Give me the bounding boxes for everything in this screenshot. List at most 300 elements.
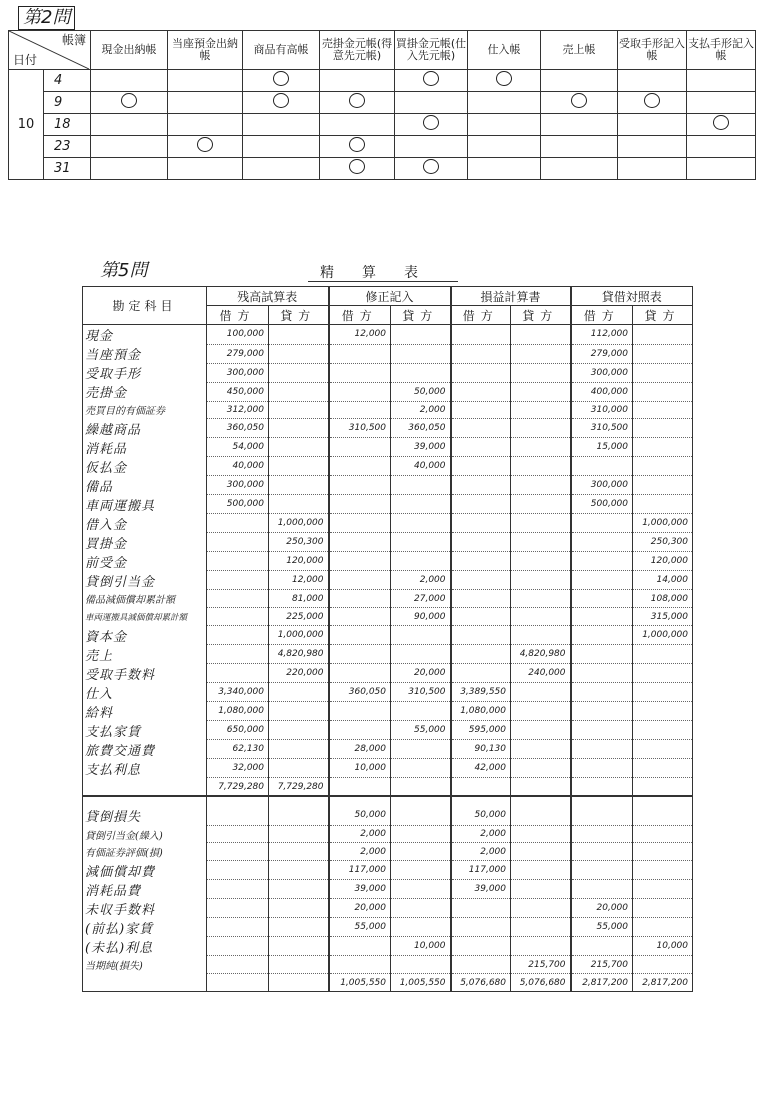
amount-cell: [571, 759, 633, 778]
amount-cell: [571, 645, 633, 664]
amount-cell: [391, 344, 451, 363]
amount-cell: [391, 702, 451, 721]
amount-cell: [269, 702, 329, 721]
account-name: 資本金: [83, 626, 207, 645]
amount-cell: [451, 956, 511, 974]
ledger-row: [9, 114, 756, 136]
account-name: 当期純(損失): [83, 956, 207, 974]
amount-cell: [451, 899, 511, 918]
account-name: 減価償却費: [83, 861, 207, 880]
amount-cell: 450,000: [207, 382, 269, 401]
month-cell: 10: [9, 70, 44, 180]
day-label: 4: [54, 73, 63, 88]
circle-mark-icon: [423, 115, 439, 130]
amount-cell: 4,820,980: [269, 645, 329, 664]
amount-cell: [451, 626, 511, 645]
amount-cell: 2,817,200: [571, 974, 633, 992]
amount-cell: [207, 571, 269, 590]
worksheet-row: [83, 918, 693, 937]
account-header: 勘定科目: [83, 287, 207, 325]
amount-cell: [633, 476, 693, 495]
account-name: 当座預金: [83, 344, 207, 363]
ledger-mark-cell[interactable]: [618, 92, 687, 114]
amount-cell: 12,000: [269, 571, 329, 590]
ledger-mark-cell[interactable]: [91, 114, 168, 136]
amount-cell: [511, 382, 571, 401]
ledger-mark-cell[interactable]: [91, 92, 168, 114]
ledger-mark-cell[interactable]: [687, 114, 756, 136]
amount-cell: 650,000: [207, 721, 269, 740]
amount-cell: [633, 344, 693, 363]
ledger-column-header: 当座預金出納帳: [168, 31, 243, 70]
amount-cell: [391, 626, 451, 645]
amount-cell: [451, 533, 511, 552]
amount-cell: 27,000: [391, 590, 451, 608]
amount-cell: [207, 626, 269, 645]
worksheet-row: [83, 806, 693, 825]
amount-cell: [571, 806, 633, 825]
amount-cell: [391, 806, 451, 825]
amount-cell: [633, 796, 693, 806]
day-label: 18: [54, 117, 71, 132]
amount-cell: [269, 419, 329, 438]
amount-cell: [571, 571, 633, 590]
account-name: 旅費交通費: [83, 740, 207, 759]
worksheet-row: [83, 552, 693, 571]
amount-cell: [391, 899, 451, 918]
amount-cell: [511, 344, 571, 363]
account-name: 未収手数料: [83, 899, 207, 918]
amount-cell: [329, 344, 391, 363]
amount-cell: 55,000: [329, 918, 391, 937]
amount-cell: [511, 419, 571, 438]
amount-cell: [633, 401, 693, 419]
amount-cell: 50,000: [391, 382, 451, 401]
amount-cell: 1,080,000: [207, 702, 269, 721]
amount-cell: [391, 861, 451, 880]
amount-cell: [571, 861, 633, 880]
ledger-column-header: 売上帳: [541, 31, 618, 70]
ledger-mark-cell[interactable]: [618, 114, 687, 136]
amount-cell: [451, 571, 511, 590]
amount-cell: [329, 778, 391, 796]
amount-cell: [269, 796, 329, 806]
amount-cell: [451, 645, 511, 664]
account-name: 支払家賃: [83, 721, 207, 740]
amount-cell: 50,000: [451, 806, 511, 825]
ledger-row: [9, 70, 756, 92]
amount-cell: [451, 608, 511, 626]
ledger-mark-cell[interactable]: [243, 158, 320, 180]
amount-cell: 310,500: [571, 419, 633, 438]
amount-cell: 400,000: [571, 382, 633, 401]
credit-header: 貸方: [633, 306, 693, 325]
ledger-mark-cell[interactable]: [395, 114, 468, 136]
amount-cell: 40,000: [391, 457, 451, 476]
worksheet-row: [83, 382, 693, 401]
amount-cell: 215,700: [571, 956, 633, 974]
amount-cell: [329, 438, 391, 457]
amount-cell: 39,000: [451, 880, 511, 899]
circle-mark-icon: [349, 159, 365, 174]
amount-cell: 50,000: [329, 806, 391, 825]
ledger-mark-cell[interactable]: [91, 136, 168, 158]
amount-cell: [571, 590, 633, 608]
amount-cell: [269, 806, 329, 825]
ledger-mark-cell[interactable]: [243, 70, 320, 92]
ledger-row: [9, 136, 756, 158]
amount-cell: [207, 590, 269, 608]
worksheet-row: [83, 495, 693, 514]
ledger-mark-cell[interactable]: [618, 136, 687, 158]
worksheet-row: [83, 740, 693, 759]
amount-cell: [511, 363, 571, 382]
worksheet-row: [83, 533, 693, 552]
amount-cell: [633, 861, 693, 880]
amount-cell: [571, 843, 633, 861]
amount-cell: [391, 533, 451, 552]
amount-cell: 54,000: [207, 438, 269, 457]
ledger-mark-cell[interactable]: [320, 158, 395, 180]
amount-cell: [329, 401, 391, 419]
ledger-mark-cell[interactable]: [243, 114, 320, 136]
ledger-mark-cell[interactable]: [395, 136, 468, 158]
worksheet-row: [83, 363, 693, 382]
amount-cell: [391, 552, 451, 571]
amount-cell: [207, 974, 269, 992]
amount-cell: [329, 495, 391, 514]
credit-header: 貸方: [511, 306, 571, 325]
amount-cell: [633, 806, 693, 825]
circle-mark-icon: [644, 93, 660, 108]
ledger-mark-cell[interactable]: [168, 158, 243, 180]
ledger-check-table: [8, 30, 756, 180]
circle-mark-icon: [423, 159, 439, 174]
worksheet-row: [83, 571, 693, 590]
amount-cell: [571, 796, 633, 806]
worksheet-row: [83, 825, 693, 843]
amount-cell: [391, 759, 451, 778]
grand-total-row: [83, 974, 693, 992]
worksheet-row: [83, 683, 693, 702]
ledger-mark-cell[interactable]: [243, 136, 320, 158]
ledger-mark-cell[interactable]: [687, 70, 756, 92]
amount-cell: [511, 401, 571, 419]
amount-cell: [511, 438, 571, 457]
amount-cell: [451, 796, 511, 806]
amount-cell: [391, 495, 451, 514]
amount-cell: [451, 664, 511, 683]
amount-cell: 10,000: [329, 759, 391, 778]
amount-cell: [329, 702, 391, 721]
amount-cell: [207, 552, 269, 571]
diagonal-header-cell: [9, 31, 91, 70]
ledger-mark-cell[interactable]: [468, 158, 541, 180]
amount-cell: 39,000: [329, 880, 391, 899]
amount-cell: [329, 363, 391, 382]
ledger-mark-cell[interactable]: [243, 92, 320, 114]
amount-cell: [207, 806, 269, 825]
amount-cell: [329, 571, 391, 590]
amount-cell: [451, 401, 511, 419]
amount-cell: 250,300: [633, 533, 693, 552]
ledger-mark-cell[interactable]: [468, 136, 541, 158]
amount-cell: 300,000: [571, 363, 633, 382]
worksheet-row: [83, 937, 693, 956]
worksheet-row: [83, 899, 693, 918]
amount-cell: [571, 937, 633, 956]
amount-cell: 1,000,000: [269, 626, 329, 645]
amount-cell: [571, 683, 633, 702]
amount-cell: [451, 344, 511, 363]
amount-cell: 5,076,680: [511, 974, 571, 992]
amount-cell: [511, 759, 571, 778]
trial-total-row: [83, 778, 693, 796]
ledger-mark-cell[interactable]: [541, 136, 618, 158]
amount-cell: 117,000: [329, 861, 391, 880]
amount-cell: 360,050: [391, 419, 451, 438]
amount-cell: [451, 590, 511, 608]
amount-cell: [571, 778, 633, 796]
amount-cell: [269, 899, 329, 918]
worksheet-row: [83, 626, 693, 645]
question-5-title: 第5問: [100, 260, 148, 281]
ledger-mark-cell[interactable]: [168, 92, 243, 114]
amount-cell: [269, 438, 329, 457]
amount-cell: [207, 645, 269, 664]
account-name: (未払)利息: [83, 937, 207, 956]
ledger-mark-cell[interactable]: [468, 114, 541, 136]
amount-cell: [329, 664, 391, 683]
amount-cell: [511, 796, 571, 806]
amount-cell: 112,000: [571, 325, 633, 345]
worksheet-row: [83, 457, 693, 476]
circle-mark-icon: [273, 71, 289, 86]
amount-cell: 42,000: [451, 759, 511, 778]
worksheet-row: [83, 721, 693, 740]
amount-cell: [633, 457, 693, 476]
account-name: 売上: [83, 645, 207, 664]
ledger-column-header: 現金出納帳: [91, 31, 168, 70]
amount-cell: [391, 825, 451, 843]
ledger-mark-cell[interactable]: [91, 158, 168, 180]
amount-cell: [269, 843, 329, 861]
amount-cell: 3,340,000: [207, 683, 269, 702]
amount-cell: 12,000: [329, 325, 391, 345]
amount-cell: [571, 825, 633, 843]
ledger-mark-cell[interactable]: [168, 114, 243, 136]
amount-cell: [511, 825, 571, 843]
amount-cell: [269, 880, 329, 899]
amount-cell: [633, 325, 693, 345]
amount-cell: [207, 664, 269, 683]
amount-cell: 2,000: [391, 571, 451, 590]
ledger-mark-cell[interactable]: [91, 70, 168, 92]
amount-cell: [269, 937, 329, 956]
amount-cell: [269, 861, 329, 880]
circle-mark-icon: [349, 137, 365, 152]
amount-cell: 108,000: [633, 590, 693, 608]
amount-cell: 312,000: [207, 401, 269, 419]
amount-cell: [511, 533, 571, 552]
worksheet-group-header-row: [83, 287, 693, 306]
amount-cell: [511, 861, 571, 880]
date-cell: [44, 158, 91, 180]
amount-cell: 5,076,680: [451, 974, 511, 992]
amount-cell: 20,000: [391, 664, 451, 683]
ledger-mark-cell[interactable]: [395, 158, 468, 180]
amount-cell: [633, 778, 693, 796]
amount-cell: [571, 533, 633, 552]
amount-cell: 250,300: [269, 533, 329, 552]
amount-cell: [329, 514, 391, 533]
amount-cell: 100,000: [207, 325, 269, 345]
ledger-mark-cell[interactable]: [618, 158, 687, 180]
amount-cell: [207, 796, 269, 806]
amount-cell: [207, 861, 269, 880]
amount-cell: 1,000,000: [633, 514, 693, 533]
amount-cell: [391, 778, 451, 796]
amount-cell: 310,000: [571, 401, 633, 419]
amount-cell: [391, 880, 451, 899]
circle-mark-icon: [121, 93, 137, 108]
amount-cell: [633, 363, 693, 382]
amount-cell: 1,005,550: [391, 974, 451, 992]
amount-cell: [269, 956, 329, 974]
ledger-mark-cell[interactable]: [395, 92, 468, 114]
amount-cell: [451, 382, 511, 401]
account-name: (前払)家賃: [83, 918, 207, 937]
worksheet-row: [83, 344, 693, 363]
ledger-header-row: [9, 31, 756, 70]
amount-cell: [329, 645, 391, 664]
amount-cell: 2,817,200: [633, 974, 693, 992]
amount-cell: [391, 363, 451, 382]
credit-header: 貸方: [391, 306, 451, 325]
ledger-mark-cell[interactable]: [320, 136, 395, 158]
account-name: [83, 796, 207, 806]
amount-cell: [269, 363, 329, 382]
amount-cell: [633, 918, 693, 937]
amount-cell: [571, 457, 633, 476]
ledger-mark-cell[interactable]: [687, 136, 756, 158]
worksheet-row: [83, 438, 693, 457]
amount-cell: [633, 495, 693, 514]
worksheet-body: [83, 325, 693, 992]
amount-cell: [633, 664, 693, 683]
account-name: 借入金: [83, 514, 207, 533]
amount-cell: [511, 495, 571, 514]
amount-cell: [329, 956, 391, 974]
amount-cell: [269, 457, 329, 476]
amount-cell: 120,000: [633, 552, 693, 571]
ledger-mark-cell[interactable]: [468, 92, 541, 114]
ledger-mark-cell[interactable]: [320, 92, 395, 114]
ledger-mark-cell[interactable]: [320, 70, 395, 92]
ledger-mark-cell[interactable]: [541, 92, 618, 114]
amount-cell: [511, 457, 571, 476]
amount-cell: 2,000: [451, 825, 511, 843]
amount-cell: 500,000: [571, 495, 633, 514]
ledger-mark-cell[interactable]: [320, 114, 395, 136]
amount-cell: [207, 608, 269, 626]
debit-header: 借方: [207, 306, 269, 325]
date-cell: [44, 92, 91, 114]
amount-cell: 215,700: [511, 956, 571, 974]
amount-cell: [269, 974, 329, 992]
spacer-row: [83, 796, 693, 806]
amount-cell: 3,389,550: [451, 683, 511, 702]
amount-cell: [451, 514, 511, 533]
account-name: 買掛金: [83, 533, 207, 552]
ledger-mark-cell[interactable]: [687, 158, 756, 180]
amount-cell: [207, 918, 269, 937]
ledger-mark-cell[interactable]: [468, 70, 541, 92]
amount-cell: [391, 918, 451, 937]
amount-cell: [269, 325, 329, 345]
ledger-mark-cell[interactable]: [541, 158, 618, 180]
amount-cell: [269, 344, 329, 363]
ledger-mark-cell[interactable]: [687, 92, 756, 114]
ledger-mark-cell[interactable]: [168, 136, 243, 158]
amount-cell: [633, 721, 693, 740]
amount-cell: [571, 702, 633, 721]
amount-cell: [511, 806, 571, 825]
amount-cell: [633, 843, 693, 861]
amount-cell: [511, 899, 571, 918]
amount-cell: [451, 778, 511, 796]
amount-cell: [391, 476, 451, 495]
amount-cell: [329, 590, 391, 608]
ledger-mark-cell[interactable]: [618, 70, 687, 92]
amount-cell: [329, 937, 391, 956]
debit-header: 借方: [451, 306, 511, 325]
amount-cell: [391, 796, 451, 806]
worksheet-row: [83, 419, 693, 438]
amount-cell: [329, 476, 391, 495]
date-cell: [44, 114, 91, 136]
worksheet-row: [83, 956, 693, 974]
amount-cell: [269, 382, 329, 401]
ledger-mark-cell[interactable]: [168, 70, 243, 92]
amount-cell: [451, 325, 511, 345]
ledger-mark-cell[interactable]: [541, 70, 618, 92]
account-name: 消耗品: [83, 438, 207, 457]
amount-cell: [633, 382, 693, 401]
question-2-title: 第2問: [18, 6, 75, 30]
amount-cell: 15,000: [571, 438, 633, 457]
amount-cell: [511, 608, 571, 626]
amount-cell: 20,000: [329, 899, 391, 918]
ledger-mark-cell[interactable]: [541, 114, 618, 136]
amount-cell: [511, 721, 571, 740]
ledger-mark-cell[interactable]: [395, 70, 468, 92]
amount-cell: [329, 533, 391, 552]
amount-cell: 315,000: [633, 608, 693, 626]
amount-cell: 310,500: [329, 419, 391, 438]
amount-cell: [207, 533, 269, 552]
amount-cell: [511, 325, 571, 345]
day-label: 31: [54, 161, 71, 176]
amount-cell: [207, 843, 269, 861]
amount-cell: [633, 956, 693, 974]
amount-cell: [269, 759, 329, 778]
amount-cell: [571, 721, 633, 740]
amount-cell: [269, 476, 329, 495]
ledger-column-header: 買掛金元帳(仕入先元帳): [395, 31, 468, 70]
amount-cell: 595,000: [451, 721, 511, 740]
account-name: 給料: [83, 702, 207, 721]
